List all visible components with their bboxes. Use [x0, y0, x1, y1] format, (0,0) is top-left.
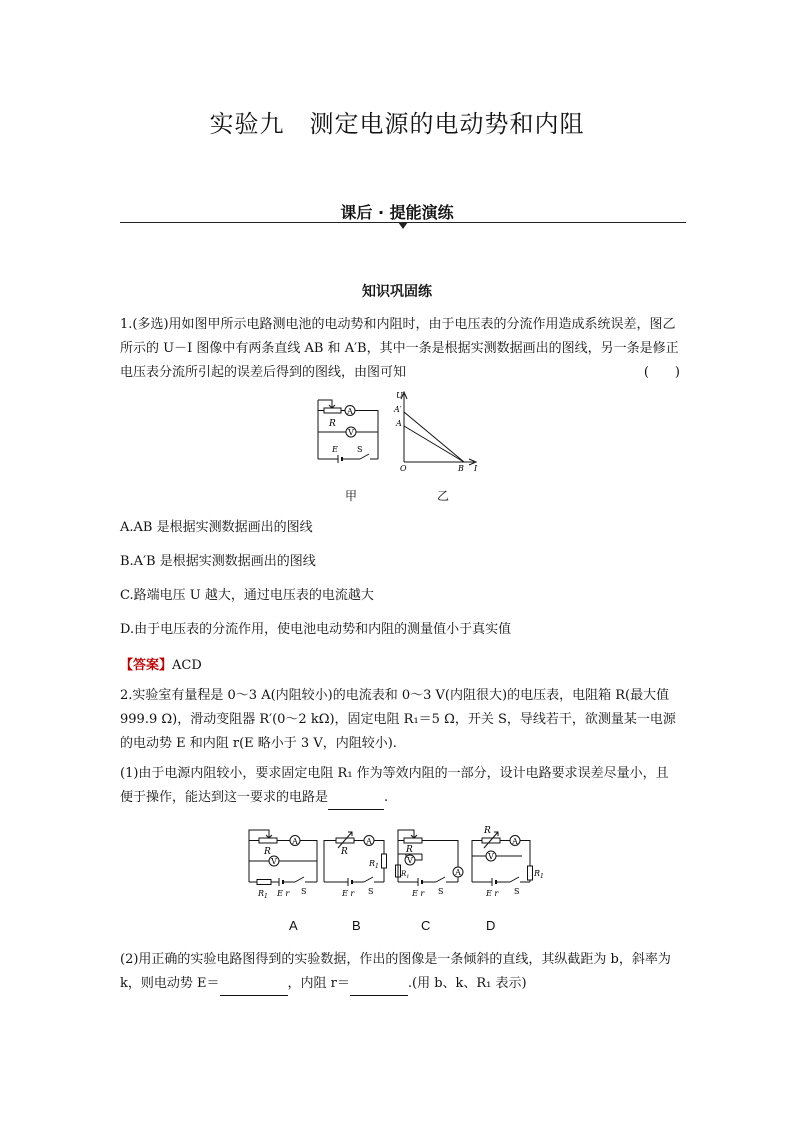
figure-jia-circuit	[312, 396, 386, 468]
circuit-d	[466, 826, 550, 902]
rheostat-icon	[404, 838, 422, 843]
svg-text:R1: $R_1$	[369, 859, 379, 870]
switch-icon	[364, 877, 373, 882]
fixed-resistor-icon	[382, 854, 387, 868]
svg-text:R: R	[264, 847, 271, 857]
svg-text:S: S	[357, 445, 363, 454]
switch-icon	[510, 877, 519, 882]
q2-emf-blank[interactable]	[220, 977, 288, 996]
svg-text:R: R	[329, 419, 336, 429]
switch-icon	[295, 877, 304, 882]
q1-answer-paren: ( )	[643, 365, 680, 380]
svg-text:A: A	[347, 407, 353, 416]
rheostat-icon	[259, 838, 277, 843]
q2-part2-mid: ，内阻 r＝	[287, 976, 350, 991]
q1-option-d: D.由于电压表的分流作用，使电池电动势和内阻的测量值小于真实值	[120, 622, 512, 637]
svg-text:R: R	[484, 826, 491, 836]
line-a-prime-b	[404, 412, 464, 462]
svg-text:I: I	[474, 464, 478, 472]
svg-text:A: A	[455, 868, 461, 877]
svg-text:A: A	[512, 837, 518, 846]
figure-jia-label: 甲	[345, 489, 358, 503]
svg-text:E r: E r	[342, 889, 355, 898]
svg-text:E r: E r	[412, 889, 425, 898]
switch-icon	[360, 454, 369, 459]
switch-icon	[436, 877, 445, 882]
svg-text:R1: $R_1$	[401, 870, 410, 880]
circuit-c	[392, 826, 466, 902]
q1-stem	[120, 313, 680, 385]
circuit-d-label: D	[486, 918, 496, 933]
q2-part1	[120, 762, 680, 810]
q2-part2	[120, 948, 680, 996]
q1-answer	[120, 654, 202, 673]
svg-text:A: A	[292, 837, 298, 846]
svg-text:S: S	[301, 887, 307, 896]
q2-stem: 2.实验室有量程是 0～3 A(内阻较小)的电流表和 0～3 V(内阻很大)的电压表，电阻箱 R(最大值 999.9 Ω)，滑动变阻器 R′(0～2 kΩ)，固定电阻 R₁＝5 Ω，开关 S，导线若干，欲测量某一电源的电动势 E 和内阻 r(E 略小于 3 V，内阻较小).	[120, 688, 676, 751]
section-heading: 课后 · 提能演练	[340, 203, 454, 222]
circuit-a-label: A	[289, 918, 298, 933]
svg-text:S: S	[438, 887, 444, 896]
svg-text:A: A	[366, 837, 372, 846]
svg-text:V: V	[488, 852, 494, 861]
svg-text:R: R	[406, 845, 413, 855]
rheostat-icon	[324, 408, 341, 413]
svg-text:A′: A′	[394, 405, 402, 414]
circuit-c-label: C	[421, 918, 431, 933]
q2-part1-blank[interactable]	[328, 791, 384, 810]
q1-text: 1.(多选)用如图甲所示电路测电池的电动势和内阻时，由于电压表的分流作用造成系统误差，图乙所示的 U－I 图像中有两条直线 AB 和 A′B，其中一条是根据实测数据画出的图线，另一条是修正电压表分流所引起的误差后得到的图线，由图可知	[120, 317, 679, 380]
q1-option-c: C.路端电压 U 越大，通过电压表的电流越大	[120, 588, 374, 603]
figure-yi-graph	[392, 388, 482, 472]
q1-option-a: A.AB 是根据实测数据画出的图线	[120, 520, 313, 535]
q2-part2-end: .(用 b、k、R₁ 表示)	[407, 976, 527, 991]
subsection-heading: 知识巩固练	[362, 284, 432, 300]
svg-text:S: S	[514, 887, 520, 896]
section-divider-arrow-icon	[398, 222, 408, 229]
svg-text:V: V	[407, 856, 413, 865]
answer-value: ACD	[172, 658, 202, 673]
circuit-b	[320, 826, 392, 902]
q2-part2-text: (2)用正确的实验电路图得到的实验数据，作出的图像是一条倾斜的直线，其纵截距为 b，斜率为 k，则电动势 E＝	[120, 952, 671, 991]
svg-text:U: U	[396, 391, 403, 400]
svg-text:A: A	[396, 419, 402, 428]
fixed-resistor-icon	[528, 866, 533, 880]
svg-text:E r: E r	[277, 889, 290, 898]
line-ab	[404, 426, 464, 462]
circuit-a	[245, 826, 320, 902]
q2-resistance-blank[interactable]	[350, 977, 408, 996]
q2-part1-end: .	[384, 790, 389, 805]
svg-text:V: V	[271, 857, 277, 866]
circuit-b-label: B	[352, 918, 361, 933]
svg-text:E r: E r	[486, 889, 499, 898]
answer-tag: 【答案】	[120, 658, 173, 673]
figure-yi-label: 乙	[437, 489, 450, 503]
svg-text:B: B	[458, 464, 464, 472]
q1-option-b: B.A′B 是根据实测数据画出的图线	[120, 554, 316, 569]
svg-text:O: O	[400, 464, 407, 472]
page-title: 实验九 测定电源的电动势和内阻	[209, 110, 585, 138]
svg-text:R: R	[341, 847, 348, 857]
q2-part1-text: (1)由于电源内阻较小，要求固定电阻 R₁ 作为等效内阻的一部分，设计电路要求误差尽量小，且便于操作，能达到这一要求的电路是	[120, 766, 669, 805]
svg-text:R1: $R_1$	[258, 889, 268, 900]
svg-text:S: S	[368, 887, 374, 896]
svg-text:E: E	[332, 445, 338, 454]
fixed-resistor-icon	[257, 880, 271, 885]
svg-text:V: V	[348, 428, 354, 437]
svg-text:R1: $R_1$	[534, 869, 544, 880]
